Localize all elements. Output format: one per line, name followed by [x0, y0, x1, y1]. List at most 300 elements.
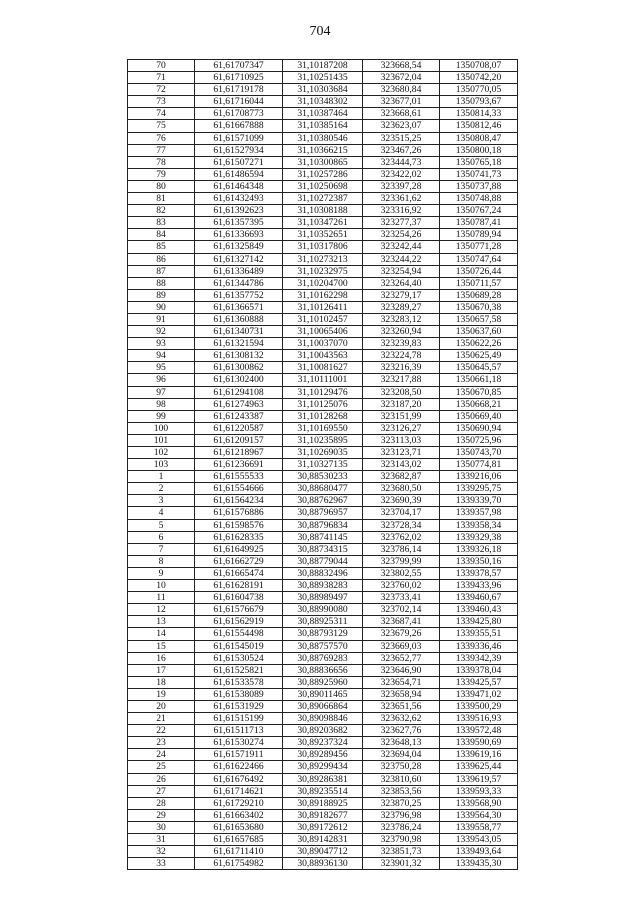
coord-c-cell: 323632,62 — [363, 713, 440, 725]
coord-b-cell: 31,10273213 — [283, 253, 363, 265]
point-number-cell: 1 — [128, 471, 195, 483]
point-number-cell: 88 — [128, 277, 195, 289]
coord-a-cell: 61,61711410 — [195, 846, 283, 858]
table-row — [128, 180, 518, 192]
coord-b-cell: 31,10327135 — [283, 459, 363, 471]
coord-d-cell: 1339619,57 — [440, 773, 518, 785]
coord-d-cell: 1339425,57 — [440, 676, 518, 688]
point-number-cell: 6 — [128, 531, 195, 543]
table-row — [128, 773, 518, 785]
table-row — [128, 737, 518, 749]
coord-b-cell: 30,89237324 — [283, 737, 363, 749]
coord-d-cell: 1339357,98 — [440, 507, 518, 519]
point-number-cell: 20 — [128, 700, 195, 712]
table-row — [128, 725, 518, 737]
coord-b-cell: 31,10204700 — [283, 277, 363, 289]
coord-a-cell: 61,61360888 — [195, 313, 283, 325]
coord-c-cell: 323786,14 — [363, 543, 440, 555]
coord-d-cell: 1350708,07 — [440, 60, 518, 72]
point-number-cell: 101 — [128, 434, 195, 446]
coord-b-cell: 31,10387464 — [283, 108, 363, 120]
table-row — [128, 495, 518, 507]
table-row — [128, 434, 518, 446]
coord-c-cell: 323260,94 — [363, 326, 440, 338]
coord-c-cell: 323113,03 — [363, 434, 440, 446]
table-row — [128, 84, 518, 96]
table-row — [128, 821, 518, 833]
coord-d-cell: 1339471,02 — [440, 688, 518, 700]
coord-a-cell: 61,61209157 — [195, 434, 283, 446]
coord-d-cell: 1339378,57 — [440, 567, 518, 579]
coord-d-cell: 1350625,49 — [440, 350, 518, 362]
coord-a-cell: 61,61530524 — [195, 652, 283, 664]
coord-d-cell: 1339619,16 — [440, 749, 518, 761]
table-row — [128, 217, 518, 229]
table-row — [128, 289, 518, 301]
coord-b-cell: 30,88779044 — [283, 555, 363, 567]
coord-d-cell: 1339350,16 — [440, 555, 518, 567]
point-number-cell: 102 — [128, 447, 195, 459]
coord-a-cell: 61,61649925 — [195, 543, 283, 555]
coord-b-cell: 31,10352651 — [283, 229, 363, 241]
point-number-cell: 73 — [128, 96, 195, 108]
coord-d-cell: 1350622,26 — [440, 338, 518, 350]
coord-b-cell: 30,89182677 — [283, 809, 363, 821]
table-row — [128, 132, 518, 144]
table-row — [128, 156, 518, 168]
point-number-cell: 14 — [128, 628, 195, 640]
coord-a-cell: 61,61327142 — [195, 253, 283, 265]
coord-d-cell: 1350670,38 — [440, 301, 518, 313]
coord-a-cell: 61,61729210 — [195, 797, 283, 809]
coord-a-cell: 61,61707347 — [195, 60, 283, 72]
coord-a-cell: 61,61667888 — [195, 120, 283, 132]
coord-b-cell: 31,10126411 — [283, 301, 363, 313]
coord-c-cell: 323687,41 — [363, 616, 440, 628]
point-number-cell: 8 — [128, 555, 195, 567]
coord-c-cell: 323799,99 — [363, 555, 440, 567]
coord-a-cell: 61,61628335 — [195, 531, 283, 543]
coord-a-cell: 61,61302400 — [195, 374, 283, 386]
coord-d-cell: 1339590,69 — [440, 737, 518, 749]
coord-b-cell: 30,89098846 — [283, 713, 363, 725]
point-number-cell: 7 — [128, 543, 195, 555]
coord-a-cell: 61,61308132 — [195, 350, 283, 362]
coord-a-cell: 61,61527934 — [195, 144, 283, 156]
point-number-cell: 97 — [128, 386, 195, 398]
coord-a-cell: 61,61300862 — [195, 362, 283, 374]
table-row — [128, 253, 518, 265]
coord-b-cell: 30,89047712 — [283, 846, 363, 858]
coord-d-cell: 1350814,33 — [440, 108, 518, 120]
coord-d-cell: 1350743,70 — [440, 447, 518, 459]
coord-c-cell: 323242,44 — [363, 241, 440, 253]
coord-b-cell: 30,88762967 — [283, 495, 363, 507]
table-row — [128, 374, 518, 386]
coord-c-cell: 323790,98 — [363, 834, 440, 846]
coord-a-cell: 61,61392623 — [195, 205, 283, 217]
point-number-cell: 23 — [128, 737, 195, 749]
coord-c-cell: 323680,84 — [363, 84, 440, 96]
point-number-cell: 87 — [128, 265, 195, 277]
coord-a-cell: 61,61464348 — [195, 180, 283, 192]
table-row — [128, 60, 518, 72]
coord-d-cell: 1350748,88 — [440, 193, 518, 205]
coord-b-cell: 30,88769283 — [283, 652, 363, 664]
coord-c-cell: 323668,61 — [363, 108, 440, 120]
coord-a-cell: 61,61555533 — [195, 471, 283, 483]
coord-c-cell: 323669,03 — [363, 640, 440, 652]
table-row — [128, 628, 518, 640]
table-row — [128, 749, 518, 761]
coord-b-cell: 31,10272387 — [283, 193, 363, 205]
coord-b-cell: 31,10235895 — [283, 434, 363, 446]
table-row — [128, 688, 518, 700]
coordinates-table-body — [128, 60, 518, 870]
coord-d-cell: 1350645,57 — [440, 362, 518, 374]
coord-d-cell: 1350741,73 — [440, 168, 518, 180]
table-row — [128, 447, 518, 459]
coord-a-cell: 61,61511713 — [195, 725, 283, 737]
point-number-cell: 27 — [128, 785, 195, 797]
coord-d-cell: 1339433,96 — [440, 580, 518, 592]
coord-a-cell: 61,61220587 — [195, 422, 283, 434]
coord-b-cell: 30,88796957 — [283, 507, 363, 519]
point-number-cell: 19 — [128, 688, 195, 700]
coord-b-cell: 31,10102457 — [283, 313, 363, 325]
coord-b-cell: 30,88938283 — [283, 580, 363, 592]
coord-d-cell: 1350690,94 — [440, 422, 518, 434]
point-number-cell: 86 — [128, 253, 195, 265]
point-number-cell: 24 — [128, 749, 195, 761]
table-row — [128, 422, 518, 434]
coord-c-cell: 323254,26 — [363, 229, 440, 241]
coord-a-cell: 61,61507271 — [195, 156, 283, 168]
coord-a-cell: 61,61710925 — [195, 72, 283, 84]
table-row — [128, 229, 518, 241]
coord-a-cell: 61,61598576 — [195, 519, 283, 531]
coord-d-cell: 1339336,46 — [440, 640, 518, 652]
table-row — [128, 640, 518, 652]
coord-b-cell: 31,10081627 — [283, 362, 363, 374]
table-row — [128, 664, 518, 676]
table-row — [128, 507, 518, 519]
coord-c-cell: 323422,02 — [363, 168, 440, 180]
coord-b-cell: 31,10385164 — [283, 120, 363, 132]
point-number-cell: 31 — [128, 834, 195, 846]
coord-c-cell: 323704,17 — [363, 507, 440, 519]
coord-a-cell: 61,61236691 — [195, 459, 283, 471]
table-row — [128, 809, 518, 821]
coord-d-cell: 1339329,38 — [440, 531, 518, 543]
coord-d-cell: 1350808,47 — [440, 132, 518, 144]
table-row — [128, 846, 518, 858]
coord-d-cell: 1339460,43 — [440, 604, 518, 616]
point-number-cell: 70 — [128, 60, 195, 72]
coord-a-cell: 61,61357395 — [195, 217, 283, 229]
coord-c-cell: 323283,12 — [363, 313, 440, 325]
coord-d-cell: 1339216,06 — [440, 471, 518, 483]
table-row — [128, 277, 518, 289]
coord-d-cell: 1350765,18 — [440, 156, 518, 168]
coord-d-cell: 1339339,70 — [440, 495, 518, 507]
point-number-cell: 94 — [128, 350, 195, 362]
point-number-cell: 78 — [128, 156, 195, 168]
coord-c-cell: 323654,71 — [363, 676, 440, 688]
table-row — [128, 338, 518, 350]
coord-c-cell: 323853,56 — [363, 785, 440, 797]
coord-d-cell: 1339572,48 — [440, 725, 518, 737]
point-number-cell: 2 — [128, 483, 195, 495]
point-number-cell: 15 — [128, 640, 195, 652]
table-row — [128, 543, 518, 555]
coord-b-cell: 31,10308188 — [283, 205, 363, 217]
point-number-cell: 83 — [128, 217, 195, 229]
coord-d-cell: 1350789,94 — [440, 229, 518, 241]
coord-b-cell: 30,88741145 — [283, 531, 363, 543]
coord-b-cell: 30,88836656 — [283, 664, 363, 676]
coord-b-cell: 30,89011465 — [283, 688, 363, 700]
table-row — [128, 567, 518, 579]
point-number-cell: 26 — [128, 773, 195, 785]
coord-c-cell: 323244,22 — [363, 253, 440, 265]
coord-a-cell: 61,61432493 — [195, 193, 283, 205]
table-row — [128, 519, 518, 531]
coord-a-cell: 61,61604738 — [195, 592, 283, 604]
coord-a-cell: 61,61274963 — [195, 398, 283, 410]
coord-c-cell: 323694,04 — [363, 749, 440, 761]
coord-c-cell: 323760,02 — [363, 580, 440, 592]
point-number-cell: 33 — [128, 858, 195, 870]
point-number-cell: 13 — [128, 616, 195, 628]
coord-d-cell: 1350787,41 — [440, 217, 518, 229]
coord-b-cell: 30,89289456 — [283, 749, 363, 761]
table-row — [128, 301, 518, 313]
coord-d-cell: 1339493,64 — [440, 846, 518, 858]
point-number-cell: 74 — [128, 108, 195, 120]
coord-b-cell: 30,89172612 — [283, 821, 363, 833]
coord-c-cell: 323762,02 — [363, 531, 440, 543]
coord-b-cell: 31,10366215 — [283, 144, 363, 156]
coord-a-cell: 61,61545019 — [195, 640, 283, 652]
point-number-cell: 100 — [128, 422, 195, 434]
coord-a-cell: 61,61218967 — [195, 447, 283, 459]
coord-c-cell: 323796,98 — [363, 809, 440, 821]
coord-c-cell: 323254,94 — [363, 265, 440, 277]
coord-c-cell: 323143,02 — [363, 459, 440, 471]
coord-b-cell: 31,10347261 — [283, 217, 363, 229]
coord-c-cell: 323627,76 — [363, 725, 440, 737]
coord-b-cell: 30,88936130 — [283, 858, 363, 870]
coord-d-cell: 1350767,24 — [440, 205, 518, 217]
point-number-cell: 4 — [128, 507, 195, 519]
table-row — [128, 785, 518, 797]
coord-c-cell: 323289,27 — [363, 301, 440, 313]
table-row — [128, 531, 518, 543]
table-row — [128, 410, 518, 422]
coord-a-cell: 61,61628191 — [195, 580, 283, 592]
coord-d-cell: 1350742,20 — [440, 72, 518, 84]
coord-d-cell: 1350747,64 — [440, 253, 518, 265]
coord-b-cell: 30,88989497 — [283, 592, 363, 604]
coord-c-cell: 323123,71 — [363, 447, 440, 459]
coord-a-cell: 61,61708773 — [195, 108, 283, 120]
point-number-cell: 18 — [128, 676, 195, 688]
coord-c-cell: 323361,62 — [363, 193, 440, 205]
table-row — [128, 471, 518, 483]
coord-a-cell: 61,61576679 — [195, 604, 283, 616]
coord-c-cell: 323187,20 — [363, 398, 440, 410]
coord-b-cell: 30,88925311 — [283, 616, 363, 628]
coord-c-cell: 323397,28 — [363, 180, 440, 192]
coord-c-cell: 323623,07 — [363, 120, 440, 132]
table-row — [128, 362, 518, 374]
table-row — [128, 459, 518, 471]
coord-b-cell: 31,10232975 — [283, 265, 363, 277]
point-number-cell: 32 — [128, 846, 195, 858]
coord-c-cell: 323851,73 — [363, 846, 440, 858]
point-number-cell: 89 — [128, 289, 195, 301]
table-row — [128, 205, 518, 217]
point-number-cell: 85 — [128, 241, 195, 253]
coord-b-cell: 30,89188925 — [283, 797, 363, 809]
coord-c-cell: 323277,37 — [363, 217, 440, 229]
coord-a-cell: 61,61344786 — [195, 277, 283, 289]
coord-d-cell: 1339564,30 — [440, 809, 518, 821]
table-row — [128, 120, 518, 132]
table-row — [128, 326, 518, 338]
coord-b-cell: 31,10251435 — [283, 72, 363, 84]
coord-d-cell: 1350668,21 — [440, 398, 518, 410]
point-number-cell: 30 — [128, 821, 195, 833]
coord-b-cell: 30,88734315 — [283, 543, 363, 555]
table-row — [128, 108, 518, 120]
coord-b-cell: 31,10125076 — [283, 398, 363, 410]
coord-a-cell: 61,61716044 — [195, 96, 283, 108]
coord-d-cell: 1350711,57 — [440, 277, 518, 289]
coord-a-cell: 61,61357752 — [195, 289, 283, 301]
coord-d-cell: 1339625,44 — [440, 761, 518, 773]
coord-b-cell: 30,89235514 — [283, 785, 363, 797]
coord-d-cell: 1339295,75 — [440, 483, 518, 495]
coord-d-cell: 1350771,28 — [440, 241, 518, 253]
point-number-cell: 96 — [128, 374, 195, 386]
coord-b-cell: 30,88680477 — [283, 483, 363, 495]
coord-c-cell: 323668,54 — [363, 60, 440, 72]
coord-b-cell: 30,88793129 — [283, 628, 363, 640]
table-row — [128, 386, 518, 398]
table-row — [128, 144, 518, 156]
coord-b-cell: 30,88925960 — [283, 676, 363, 688]
coord-b-cell: 31,10043563 — [283, 350, 363, 362]
table-row — [128, 797, 518, 809]
coord-b-cell: 30,88530233 — [283, 471, 363, 483]
coord-a-cell: 61,61515199 — [195, 713, 283, 725]
coord-d-cell: 1350637,60 — [440, 326, 518, 338]
coord-d-cell: 1350725,96 — [440, 434, 518, 446]
point-number-cell: 103 — [128, 459, 195, 471]
coord-c-cell: 323646,90 — [363, 664, 440, 676]
coord-b-cell: 30,89299434 — [283, 761, 363, 773]
point-number-cell: 29 — [128, 809, 195, 821]
coord-d-cell: 1339326,18 — [440, 543, 518, 555]
coord-c-cell: 323648,13 — [363, 737, 440, 749]
point-number-cell: 11 — [128, 592, 195, 604]
point-number-cell: 76 — [128, 132, 195, 144]
coord-b-cell: 31,10348302 — [283, 96, 363, 108]
coord-b-cell: 30,88796834 — [283, 519, 363, 531]
coord-a-cell: 61,61336489 — [195, 265, 283, 277]
point-number-cell: 25 — [128, 761, 195, 773]
coord-d-cell: 1339460,67 — [440, 592, 518, 604]
point-number-cell: 99 — [128, 410, 195, 422]
coord-c-cell: 323672,04 — [363, 72, 440, 84]
point-number-cell: 12 — [128, 604, 195, 616]
coord-d-cell: 1350770,05 — [440, 84, 518, 96]
coord-a-cell: 61,61486594 — [195, 168, 283, 180]
coord-a-cell: 61,61325849 — [195, 241, 283, 253]
coord-c-cell: 323802,55 — [363, 567, 440, 579]
coord-b-cell: 31,10380546 — [283, 132, 363, 144]
coord-a-cell: 61,61714621 — [195, 785, 283, 797]
coord-c-cell: 323658,94 — [363, 688, 440, 700]
coord-c-cell: 323467,26 — [363, 144, 440, 156]
coord-d-cell: 1339342,39 — [440, 652, 518, 664]
coord-c-cell: 323316,92 — [363, 205, 440, 217]
point-number-cell: 16 — [128, 652, 195, 664]
coord-a-cell: 61,61525821 — [195, 664, 283, 676]
coord-a-cell: 61,61321594 — [195, 338, 283, 350]
coord-b-cell: 31,10128268 — [283, 410, 363, 422]
coord-a-cell: 61,61719178 — [195, 84, 283, 96]
table-row — [128, 265, 518, 277]
table-row — [128, 616, 518, 628]
coord-a-cell: 61,61243387 — [195, 410, 283, 422]
point-number-cell: 3 — [128, 495, 195, 507]
coord-a-cell: 61,61554498 — [195, 628, 283, 640]
point-number-cell: 98 — [128, 398, 195, 410]
point-number-cell: 91 — [128, 313, 195, 325]
point-number-cell: 93 — [128, 338, 195, 350]
coord-d-cell: 1339355,51 — [440, 628, 518, 640]
coord-c-cell: 323515,25 — [363, 132, 440, 144]
coord-b-cell: 30,89286381 — [283, 773, 363, 785]
table-row — [128, 713, 518, 725]
coord-b-cell: 30,89066864 — [283, 700, 363, 712]
coord-c-cell: 323444,73 — [363, 156, 440, 168]
coord-b-cell: 31,10162298 — [283, 289, 363, 301]
point-number-cell: 92 — [128, 326, 195, 338]
table-row — [128, 193, 518, 205]
coord-d-cell: 1339358,34 — [440, 519, 518, 531]
point-number-cell: 28 — [128, 797, 195, 809]
coord-a-cell: 61,61336693 — [195, 229, 283, 241]
coord-c-cell: 323733,41 — [363, 592, 440, 604]
coord-d-cell: 1350800,18 — [440, 144, 518, 156]
point-number-cell: 79 — [128, 168, 195, 180]
coord-d-cell: 1350737,88 — [440, 180, 518, 192]
coord-d-cell: 1339425,80 — [440, 616, 518, 628]
coord-a-cell: 61,61571099 — [195, 132, 283, 144]
table-row — [128, 555, 518, 567]
point-number-cell: 81 — [128, 193, 195, 205]
table-row — [128, 96, 518, 108]
point-number-cell: 9 — [128, 567, 195, 579]
coord-b-cell: 31,10037070 — [283, 338, 363, 350]
coord-c-cell: 323682,87 — [363, 471, 440, 483]
coordinates-table — [127, 59, 518, 870]
table-row — [128, 350, 518, 362]
